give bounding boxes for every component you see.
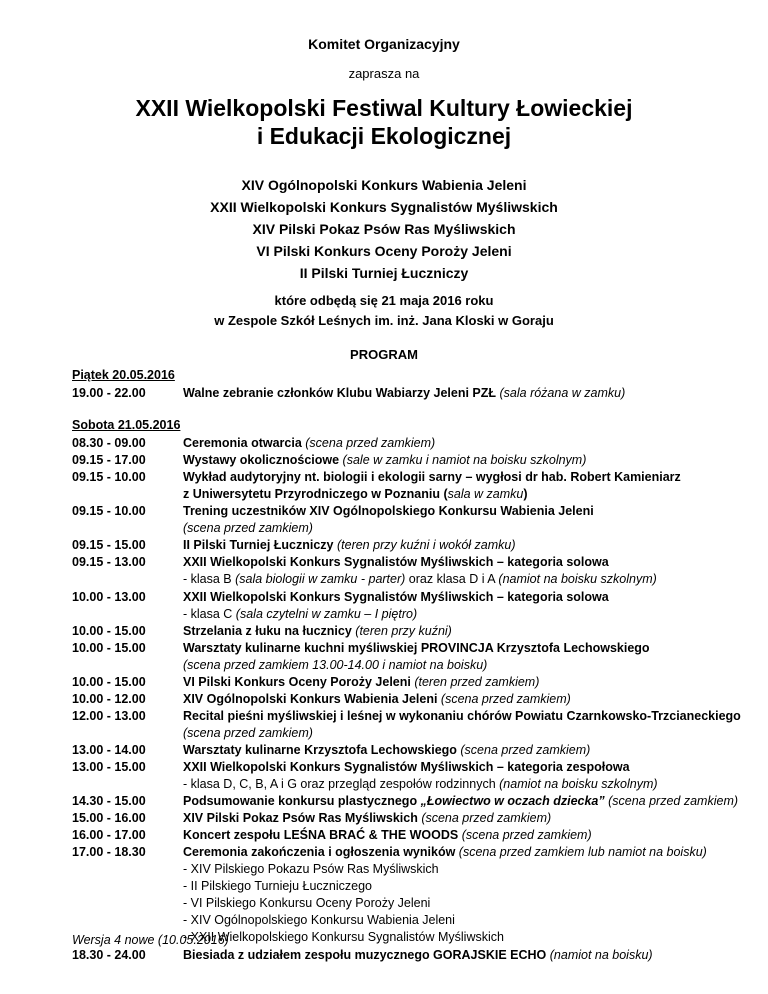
entry-description-line: [183, 571, 768, 588]
entry-description-line: [183, 827, 768, 844]
entry-description-line: [183, 537, 768, 554]
entry-description-line: [183, 554, 768, 571]
contest-item: XXII Wielkopolski Konkurs Sygnalistów Myśliwskich: [210, 199, 558, 215]
entry-time: 10.00 - 15.00: [72, 674, 146, 689]
entry-description-line: [183, 878, 768, 895]
entry-time: 10.00 - 15.00: [72, 640, 146, 655]
entry-description: [183, 947, 768, 964]
entry-description: [183, 674, 768, 691]
entry-description: [183, 793, 768, 810]
entry-description-line: [183, 657, 768, 674]
entry-text-segment: Ceremonia zakończenia i ogłoszenia wyników: [183, 845, 459, 860]
entry-text-segment: (scena przed zamkiem): [461, 828, 592, 843]
entry-text-segment: (namiot na boisku szkolnym): [499, 777, 658, 791]
entry-text-segment: sala w zamku: [447, 487, 524, 502]
entry-description-line: [183, 929, 768, 946]
entry-time: 09.15 - 10.00: [72, 504, 146, 519]
entry-description-line: [183, 947, 768, 964]
entry-text-segment: (scena przed zamkiem): [183, 521, 313, 536]
entry-description: [183, 554, 768, 588]
entry-text-segment: II Pilski Turniej Łuczniczy: [183, 538, 337, 553]
entry-text-segment: (scena przed zamkiem): [421, 811, 552, 826]
entry-text-segment: (scena przed zamkiem 13.00-14.00 i namiot na boisku): [183, 657, 488, 672]
entry-text-segment: Ceremonia otwarcia: [183, 436, 306, 451]
entry-text-segment: Koncert zespołu LEŚNA BRAĆ & THE WOODS: [183, 828, 462, 843]
entry-time: 17.00 - 18.30: [72, 845, 146, 860]
contest-item: XIV Pilski Pokaz Psów Ras Myśliwskich: [252, 221, 516, 237]
entry-text-segment: Wykład audytoryjny nt. biologii i ekologii sarny – wygłosi dr hab. Robert Kamieniarz: [183, 470, 681, 485]
entry-description: [183, 503, 768, 537]
entry-description: [183, 623, 768, 640]
entry-text-segment: - II Pilskiego Turnieju Łuczniczego: [183, 879, 372, 894]
event-venue: w Zespole Szkół Leśnych im. inż. Jana Kloski w Goraju: [214, 313, 554, 328]
entry-text-segment: (scena przed zamkiem): [604, 794, 739, 809]
entry-description-line: [183, 520, 768, 537]
entry-description-line: [183, 674, 768, 691]
entry-text-segment: (scena przed zamkiem): [440, 691, 571, 706]
entry-text-segment: - VI Pilskiego Konkursu Oceny Poroży Jeleni: [183, 896, 431, 911]
entry-description: [183, 385, 768, 402]
entry-time: 15.00 - 16.00: [72, 811, 146, 826]
entry-description-line: [183, 385, 768, 402]
entry-time: 12.00 - 13.00: [72, 708, 146, 723]
document-version: Wersja 4 nowe (10.05.2016): [72, 933, 229, 947]
entry-description-line: [183, 861, 768, 878]
entry-text-segment: - klasa D, C, B, A i G oraz przegląd zespołów rodzinnych: [183, 777, 500, 791]
entry-time: 16.00 - 17.00: [72, 828, 146, 843]
entry-description-line: [183, 486, 768, 503]
entry-description: [183, 708, 768, 742]
entry-time: 09.15 - 17.00: [72, 453, 146, 468]
entry-time: 19.00 - 22.00: [72, 386, 146, 401]
entry-text-segment: Podsumowanie konkursu plastycznego: [183, 794, 421, 809]
festival-title-line-2: i Edukacji Ekologicznej: [256, 123, 512, 149]
entry-description-line: [183, 725, 768, 742]
entry-time: 10.00 - 13.00: [72, 589, 146, 604]
entry-description: [183, 742, 768, 759]
entry-text-segment: (sala biologii w zamku - parter): [235, 572, 406, 587]
entry-text-segment: (teren przy kuźni): [355, 623, 452, 638]
entry-description-line: [183, 844, 768, 861]
entry-time: 10.00 - 12.00: [72, 691, 146, 706]
entry-description: [183, 759, 768, 793]
entry-description-line: [183, 469, 768, 486]
entry-time: 18.30 - 24.00: [72, 947, 146, 962]
program-heading: PROGRAM: [350, 347, 418, 362]
entry-description-line: [183, 435, 768, 452]
entry-time: 13.00 - 14.00: [72, 742, 146, 757]
entry-description-line: [183, 912, 768, 929]
entry-text-segment: XXII Wielkopolski Konkurs Sygnalistów Myśliwskich – kategoria zespołowa: [183, 760, 630, 774]
event-date: które odbędą się 21 maja 2016 roku: [274, 293, 494, 308]
entry-description: [183, 435, 768, 452]
entry-text-segment: Wystawy okolicznościowe: [183, 453, 343, 468]
entry-text-segment: (teren przy kuźni i wokół zamku): [336, 538, 516, 553]
entry-text-segment: XIV Ogólnopolski Konkurs Wabienia Jeleni: [183, 691, 441, 706]
entry-description-line: [183, 793, 768, 810]
entry-description: [183, 640, 768, 674]
day-heading: Sobota 21.05.2016: [72, 418, 181, 432]
entry-description-line: [183, 895, 768, 912]
entry-description-line: [183, 810, 768, 827]
entry-description: [183, 589, 768, 623]
entry-text-segment: (sala czytelni w zamku – I piętro): [235, 606, 418, 621]
entry-description: [183, 691, 768, 708]
entry-text-segment: (namiot na boisku szkolnym): [498, 572, 657, 587]
entry-description: [183, 469, 768, 503]
entry-description-line: [183, 606, 768, 623]
entry-text-segment: - klasa C: [183, 606, 236, 621]
entry-description-line: [183, 691, 768, 708]
entry-time: 09.15 - 13.00: [72, 555, 146, 570]
entry-description-line: [183, 503, 768, 520]
entry-text-segment: oraz klasa D i A: [405, 572, 499, 587]
entry-text-segment: - XXII Wielkopolskiego Konkursu Sygnalistów Myśliwskich: [183, 930, 504, 945]
invites-text: zaprasza na: [348, 66, 420, 81]
entry-text-segment: XXII Wielkopolski Konkurs Sygnalistów Myśliwskich – kategoria solowa: [183, 589, 609, 604]
entry-text-segment: (namiot na boisku): [549, 947, 653, 962]
entry-text-segment: „Łowiectwo w oczach dziecka”: [420, 794, 605, 809]
entry-time: 14.30 - 15.00: [72, 794, 146, 809]
entry-description-line: [183, 623, 768, 640]
entry-text-segment: Strzelania z łuku na łucznicy: [183, 623, 356, 638]
entry-text-segment: Warsztaty kulinarne kuchni myśliwskiej PROVINCJA Krzysztofa Lechowskiego: [183, 640, 650, 655]
entry-text-segment: Warsztaty kulinarne Krzysztofa Lechowskiego: [183, 742, 461, 757]
entry-time: 10.00 - 15.00: [72, 623, 146, 638]
entry-text-segment: z Uniwersytetu Przyrodniczego w Poznaniu: [183, 487, 444, 502]
organizing-committee: Komitet Organizacyjny: [308, 36, 460, 52]
entry-text-segment: - klasa B: [183, 572, 236, 587]
entry-text-segment: Walne zebranie członków Klubu Wabiarzy Jeleni PZŁ: [183, 386, 500, 401]
entry-text-segment: (sala różana w zamku): [499, 386, 626, 401]
entry-time: 08.30 - 09.00: [72, 436, 146, 451]
entry-text-segment: Biesiada z udziałem zespołu muzycznego GORAJSKIE ECHO: [183, 947, 550, 962]
entry-text-segment: - XIV Pilskiego Pokazu Psów Ras Myśliwskich: [183, 862, 439, 877]
entry-description-line: [183, 776, 768, 793]
entry-text-segment: (scena przed zamkiem): [305, 436, 436, 451]
entry-description-line: [183, 589, 768, 606]
entry-description-line: [183, 640, 768, 657]
entry-description: [183, 827, 768, 844]
entry-description-line: [183, 759, 768, 776]
entry-description-line: [183, 708, 768, 725]
entry-text-segment: - XIV Ogólnopolskiego Konkursu Wabienia Jeleni: [183, 913, 455, 928]
entry-text-segment: (scena przed zamkiem): [460, 742, 591, 757]
entry-text-segment: (teren przed zamkiem): [414, 674, 540, 689]
entry-time: 13.00 - 15.00: [72, 760, 146, 774]
entry-text-segment: (scena przed zamkiem lub namiot na boisku): [458, 845, 707, 860]
contest-item: II Pilski Turniej Łuczniczy: [299, 265, 469, 281]
entry-text-segment: XXII Wielkopolski Konkurs Sygnalistów Myśliwskich – kategoria solowa: [183, 555, 609, 570]
entry-description-line: [183, 452, 768, 469]
entry-description: [183, 452, 768, 469]
contest-item: XIV Ogólnopolski Konkurs Wabienia Jeleni: [241, 177, 527, 193]
festival-title-line-1: XXII Wielkopolski Festiwal Kultury Łowieckiej: [135, 95, 633, 121]
contest-item: VI Pilski Konkurs Oceny Poroży Jeleni: [256, 243, 512, 259]
day-heading: Piątek 20.05.2016: [72, 368, 175, 382]
entry-description-line: [183, 742, 768, 759]
entry-text-segment: Trening uczestników XIV Ogólnopolskiego Konkursu Wabienia Jeleni: [183, 504, 594, 519]
entry-text-segment: VI Pilski Konkurs Oceny Poroży Jeleni: [183, 674, 415, 689]
entry-description: [183, 844, 768, 946]
entry-text-segment: (sale w zamku i namiot na boisku szkolnym): [342, 453, 587, 468]
entry-time: 09.15 - 10.00: [72, 470, 146, 485]
entry-text-segment: (scena przed zamkiem): [183, 725, 313, 740]
entry-description: [183, 537, 768, 554]
entry-text-segment: Recital pieśni myśliwskiej i leśnej w wykonaniu chórów Powiatu Czarnkowsko-Trzcianeckiego: [183, 708, 741, 723]
entry-description: [183, 810, 768, 827]
entry-text-segment: ): [523, 487, 528, 502]
entry-time: 09.15 - 15.00: [72, 538, 146, 553]
entry-text-segment: (: [443, 487, 448, 502]
entry-text-segment: XIV Pilski Pokaz Psów Ras Myśliwskich: [183, 811, 422, 826]
